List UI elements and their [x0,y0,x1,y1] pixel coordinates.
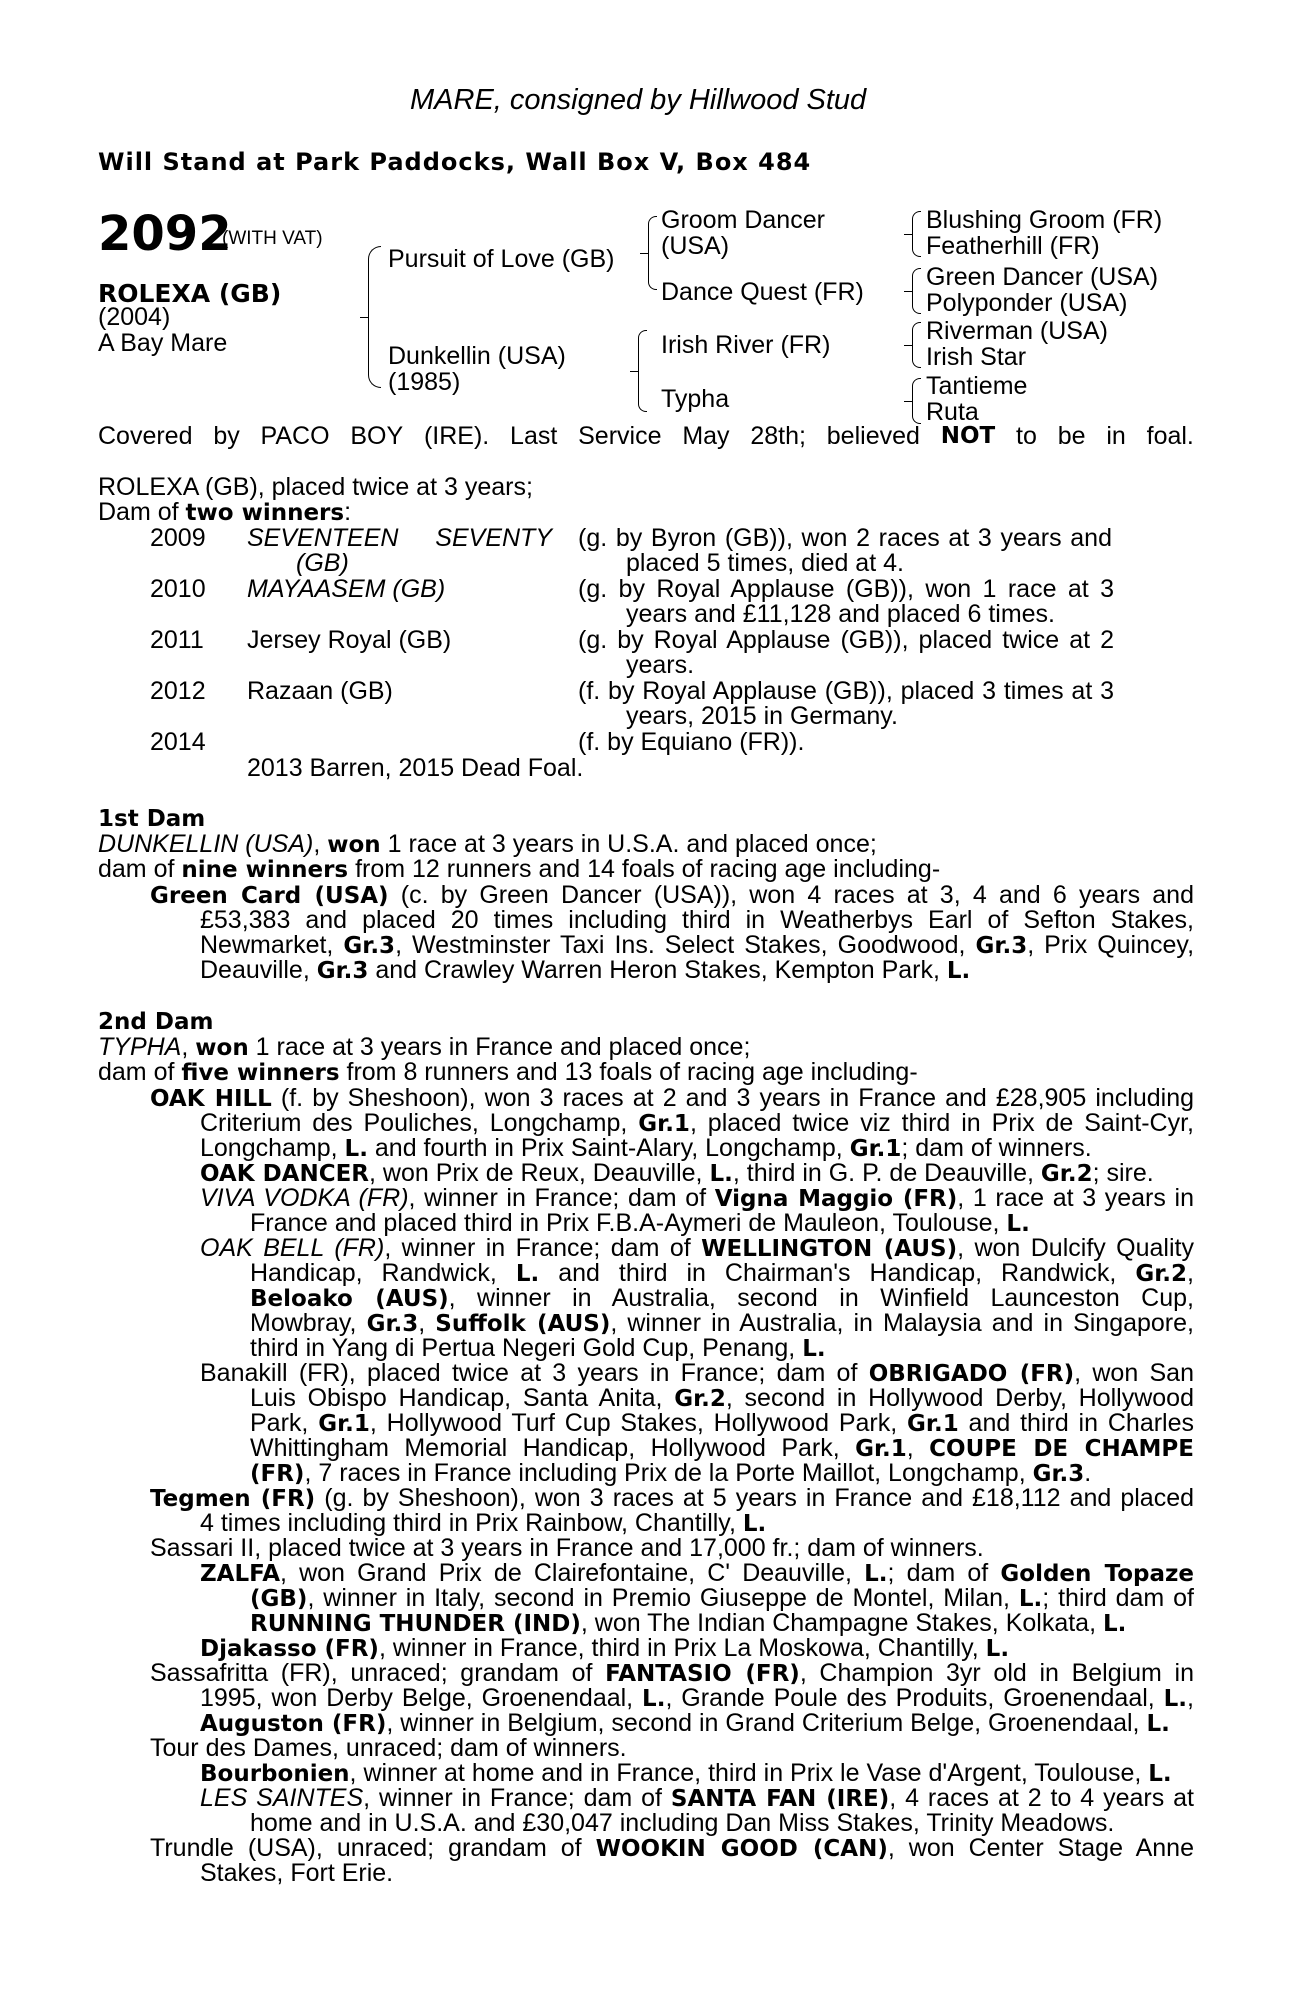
produce-dam-of: Dam of two winners: [98,498,352,526]
second-dam-text-line: Auguston (FR), winner in Belgium, second in Grand Criterium Belge, Groenendaal, L. [200,1709,1170,1737]
sire-sire-country: (USA) [661,232,730,260]
vat-note: (WITH VAT) [222,228,323,249]
second-dam-heading: 2nd Dam [98,1009,214,1035]
second-dam-text-line: Banakill (FR), placed twice at 3 years in France; dam of OBRIGADO (FR), won San [200,1359,1194,1387]
dam-sire: Irish River (FR) [661,331,831,359]
second-dam-produce-summary: dam of five winners from 8 runners and 13 foals of racing age including- [98,1058,918,1086]
produce-year: 2012 [150,677,206,705]
lot-number: 2092 [98,206,232,262]
pedigree-brace-ss [912,211,921,257]
pedigree-brace-sd [912,268,921,314]
second-dam-text-line: Park, Gr.1, Hollywood Turf Cup Stakes, Hollywood Park, Gr.1 and third in Charles [250,1409,1195,1437]
sire-dam: Dance Quest (FR) [661,278,864,306]
second-dam-text-line: Stakes, Fort Erie. [200,1859,394,1887]
second-dam-text-line: OAK DANCER, won Prix de Reux, Deauville, L., third in G. P. de Deauville, Gr.2; sire. [200,1159,1154,1187]
second-dam-text-line: third in Yang di Pertua Negeri Gold Cup, Penang, L. [250,1334,826,1362]
first-dam-runner-line: Deauville, Gr.3 and Crawley Warren Heron Stakes, Kempton Park, L. [200,956,971,984]
produce-year: 2009 [150,524,206,552]
second-dam-text-line: OAK HILL (f. by Sheshoon), won 3 races at 2 and 3 years in France and £28,905 including [150,1084,1194,1112]
second-dam-text-line: Tegmen (FR) (g. by Sheshoon), won 3 races at 5 years in France and £18,112 and placed [150,1484,1195,1512]
produce-note: 2013 Barren, 2015 Dead Foal. [247,754,584,782]
produce-detail-cont: years. [626,651,695,679]
second-dam-text-line: VIVA VODKA (FR), winner in France; dam of Vigna Maggio (FR), 1 race at 3 years in [200,1184,1194,1212]
produce-name-cont: (GB) [296,549,349,577]
second-dam-text-line: Longchamp, L. and fourth in Prix Saint-Alary, Longchamp, Gr.1; dam of winners. [200,1134,1092,1162]
produce-year: 2014 [150,728,206,756]
second-dam-text-line: Luis Obispo Handicap, Santa Anita, Gr.2, second in Hollywood Derby, Hollywood [250,1384,1194,1412]
produce-name: SEVENTEEN SEVENTY [247,524,552,552]
second-dam-text-line: Mowbray, Gr.3, Suffolk (AUS), winner in Australia, in Malaysia and in Singapore, [250,1309,1194,1337]
second-dam-text-line: 1995, won Derby Belge, Groenendaal, L., Grande Poule des Produits, Groenendaal, L., [200,1684,1194,1712]
sd-dam: Polyponder (USA) [926,289,1128,317]
second-dam-text-line: (FR), 7 races in France including Prix de la Porte Maillot, Longchamp, Gr.3. [250,1459,1092,1487]
second-dam-text-line: Trundle (USA), unraced; grandam of WOOKIN GOOD (CAN), won Center Stage Anne [150,1834,1194,1862]
second-dam-text-line: Bourbonien, winner at home and in France, third in Prix le Vase d'Argent, Toulouse, L. [200,1759,1172,1787]
produce-name: MAYAASEM (GB) [247,575,446,603]
sire: Pursuit of Love (GB) [388,245,615,273]
ds-dam: Irish Star [926,343,1027,371]
pedigree-brace-main [368,246,381,388]
second-dam-text-line: France and placed third in Prix F.B.A-Aymeri de Mauleon, Toulouse, L. [250,1209,1030,1237]
second-dam-text-line: Handicap, Randwick, L. and third in Chairman's Handicap, Randwick, Gr.2, [250,1259,1194,1287]
page-title: MARE, consigned by Hillwood Stud [410,84,867,116]
ss-sire: Blushing Groom (FR) [926,206,1163,234]
produce-detail-cont: years and £11,128 and placed 6 times. [626,600,1055,628]
produce-intro: ROLEXA (GB), placed twice at 3 years; [98,473,533,501]
produce-detail: (g. by Royal Applause (GB)), placed twice at 2 [578,626,1114,654]
second-dam-text-line: (GB), winner in Italy, second in Premio Giuseppe de Montel, Milan, L.; third dam of [250,1584,1194,1612]
covered-line: Covered by PACO BOY (IRE). Last Service May 28th; believed NOT to be in foal. [98,422,1194,450]
first-dam-runner-line: Green Card (USA) (c. by Green Dancer (USA)), won 4 races at 3, 4 and 6 years and [150,881,1194,909]
second-dam-text-line: Whittingham Memorial Handicap, Hollywood Park, Gr.1, COUPE DE CHAMPE [250,1434,1194,1462]
pedigree-brace-ds [912,322,921,368]
ds-sire: Riverman (USA) [926,317,1108,345]
ss-dam: Featherhill (FR) [926,232,1100,260]
second-dam-text-line: home and in U.S.A. and £30,047 including Dan Miss Stakes, Trinity Meadows. [250,1809,1115,1837]
horse-description: A Bay Mare [98,329,228,357]
produce-detail: (g. by Byron (GB)), won 2 races at 3 years and [578,524,1112,552]
second-dam-text-line: Beloako (AUS), winner in Australia, second in Winfield Launceston Cup, [250,1284,1194,1312]
second-dam-text-line: LES SAINTES, winner in France; dam of SANTA FAN (IRE), 4 races at 2 to 4 years at [200,1784,1194,1812]
first-dam-line: DUNKELLIN (USA), won 1 race at 3 years in U.S.A. and placed once; [98,830,877,858]
first-dam-heading: 1st Dam [98,806,206,832]
first-dam-produce-summary: dam of nine winners from 12 runners and 14 foals of racing age including- [98,855,941,883]
foaling-year: (2004) [98,303,171,331]
produce-detail: (f. by Equiano (FR)). [578,728,805,756]
second-dam-text-line: OAK BELL (FR), winner in France; dam of WELLINGTON (AUS), won Dulcify Quality [200,1234,1194,1262]
sire-sire: Groom Dancer [661,206,825,234]
first-dam-runner-line: Newmarket, Gr.3, Westminster Taxi Ins. Select Stakes, Goodwood, Gr.3, Prix Quincey, [200,931,1195,959]
produce-year: 2011 [150,626,204,654]
horse-name: ROLEXA (GB) [98,279,282,308]
produce-detail: (g. by Royal Applause (GB)), won 1 race at 3 [578,575,1114,603]
stand-location: Will Stand at Park Paddocks, Wall Box V, Box 484 [98,148,812,176]
second-dam-text-line: Tour des Dames, unraced; dam of winners. [150,1734,627,1762]
second-dam-text-line: Criterium des Pouliches, Longchamp, Gr.1, placed twice viz third in Prix de Saint-Cyr, [200,1109,1194,1137]
dd-dam: Ruta [926,398,979,426]
dam: Dunkellin (USA) [388,342,566,370]
second-dam-text-line: ZALFA, won Grand Prix de Clairefontaine, C' Deauville, L.; dam of Golden Topaze [200,1559,1195,1587]
pedigree-brace-sire [648,216,657,290]
second-dam-text-line: Sassari II, placed twice at 3 years in France and 17,000 fr.; dam of winners. [150,1534,984,1562]
produce-name: Jersey Royal (GB) [247,626,452,654]
pedigree-brace-dam [638,330,647,412]
second-dam-text-line: RUNNING THUNDER (IND), won The Indian Champagne Stakes, Kolkata, L. [250,1609,1127,1637]
first-dam-runner-line: £53,383 and placed 20 times including third in Weatherbys Earl of Sefton Stakes, [200,906,1194,934]
produce-detail: (f. by Royal Applause (GB)), placed 3 times at 3 [578,677,1114,705]
second-dam-text-line: 4 times including third in Prix Rainbow, Chantilly, L. [200,1509,767,1537]
produce-year: 2010 [150,575,206,603]
dam-dam: Typha [661,385,730,413]
produce-name: Razaan (GB) [247,677,393,705]
produce-detail-cont: years, 2015 in Germany. [626,702,898,730]
second-dam-text-line: Sassafritta (FR), unraced; grandam of FANTASIO (FR), Champion 3yr old in Belgium in [150,1659,1195,1687]
produce-detail-cont: placed 5 times, died at 4. [626,549,904,577]
second-dam-line: TYPHA, won 1 race at 3 years in France and placed once; [98,1033,751,1061]
pedigree-brace-dd [912,378,921,424]
sd-sire: Green Dancer (USA) [926,263,1159,291]
dam-year: (1985) [388,368,461,396]
second-dam-text-line: Djakasso (FR), winner in France, third in Prix La Moskowa, Chantilly, L. [200,1634,1010,1662]
dd-sire: Tantieme [926,372,1028,400]
